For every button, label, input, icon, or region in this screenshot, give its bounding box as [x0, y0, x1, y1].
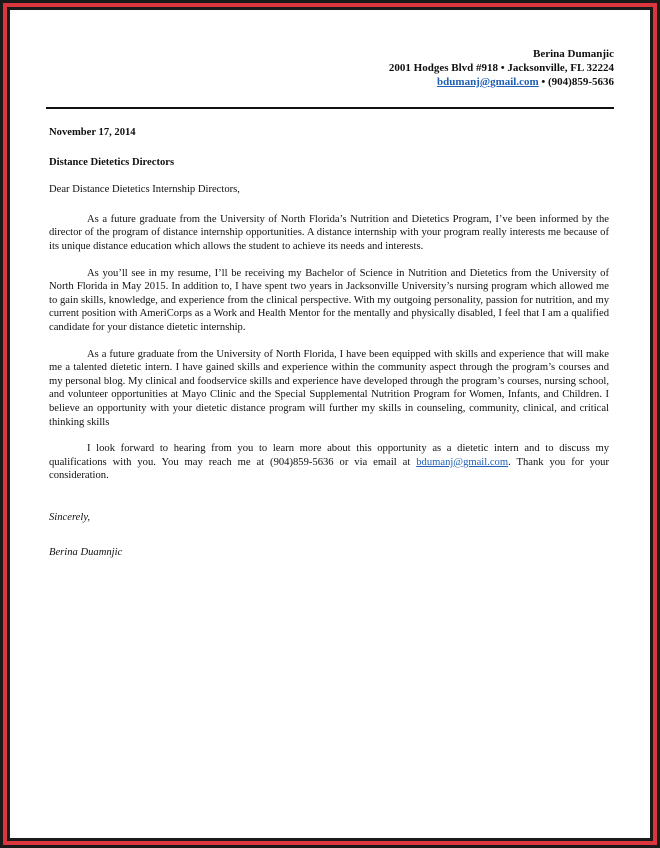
frame-inner-border: [7, 7, 653, 841]
paragraph-4-closing-text: . Thank you for your consideration.: [49, 456, 609, 482]
sender-email-link[interactable]: bdumanj@gmail.com: [437, 76, 539, 88]
sender-phone: • (904)859-5636: [538, 76, 614, 88]
letterhead: [389, 47, 614, 89]
header-divider: [46, 107, 614, 109]
letter-date: November 17, 2014: [49, 127, 136, 138]
sender-name: Berina Dumanjic: [533, 48, 614, 60]
recipient-line: Distance Dietetics Directors: [49, 156, 175, 168]
frame-red-border: [3, 3, 657, 845]
letter-page: [10, 10, 650, 838]
signature-name: Berina Duamnjic: [49, 547, 123, 559]
paragraph-2: As you’ll see in my resume, I’ll be receiving my Bachelor of Science in Nutrition and Dietetics from the University of North Florida in May 2015. In addition to, I have spent two years in Jacksonville University’s nursing program which allowed me to gain skills, knowledge, and experience from the clinical perspective. With my outgoing personality, passion for nutrition, and my current position with AmeriCorps as a Work and Health Mentor for the mentally and physically disabled, I feel that I am a qualified candidate for your distance dietetic internship.: [49, 267, 609, 333]
paragraph-4: [49, 442, 609, 483]
sender-address: 2001 Hodges Blvd #918 • Jacksonville, FL 32224: [388, 62, 614, 74]
sender-contact: [389, 75, 614, 89]
paragraph-3: As a future graduate from the University of North Florida, I have been equipped with skills and experience that will make me a talented dietetic intern. I have gained skills and experience within the community aspect through the program’s courses and my personal blog. My clinical and foodservice skills and experience have developed through the program’s courses, nursing school, and volunteer opportunities at Mayo Clinic and the Special Supplemental Nutrition Program for Women, Infants, and Children. I believe an opportunity with your dietetic distance program will further my skills in counseling, community, clinical, and critical thinking skills: [49, 348, 609, 428]
closing: Sincerely,: [49, 511, 91, 523]
paragraph-4-text: I look forward to hearing from you to learn more about this opportunity as a dietetic intern and to discuss my qualifications with you. You may reach me at (904)859-5636 or via email at: [49, 443, 609, 468]
letter-body: [49, 126, 609, 560]
salutation: Dear Distance Dietetics Internship Directors,: [49, 184, 240, 196]
paragraph-1: As a future graduate from the University of North Florida’s Nutrition and Dietetics Program, I’ve been informed by the director of the program of distance internship opportunities. A distance internship with your program really interests me because of its unique distance education which allows the student to achieve its needs and interests.: [49, 213, 609, 252]
paragraph-email-link[interactable]: bdumanj@gmail.com: [416, 456, 509, 468]
